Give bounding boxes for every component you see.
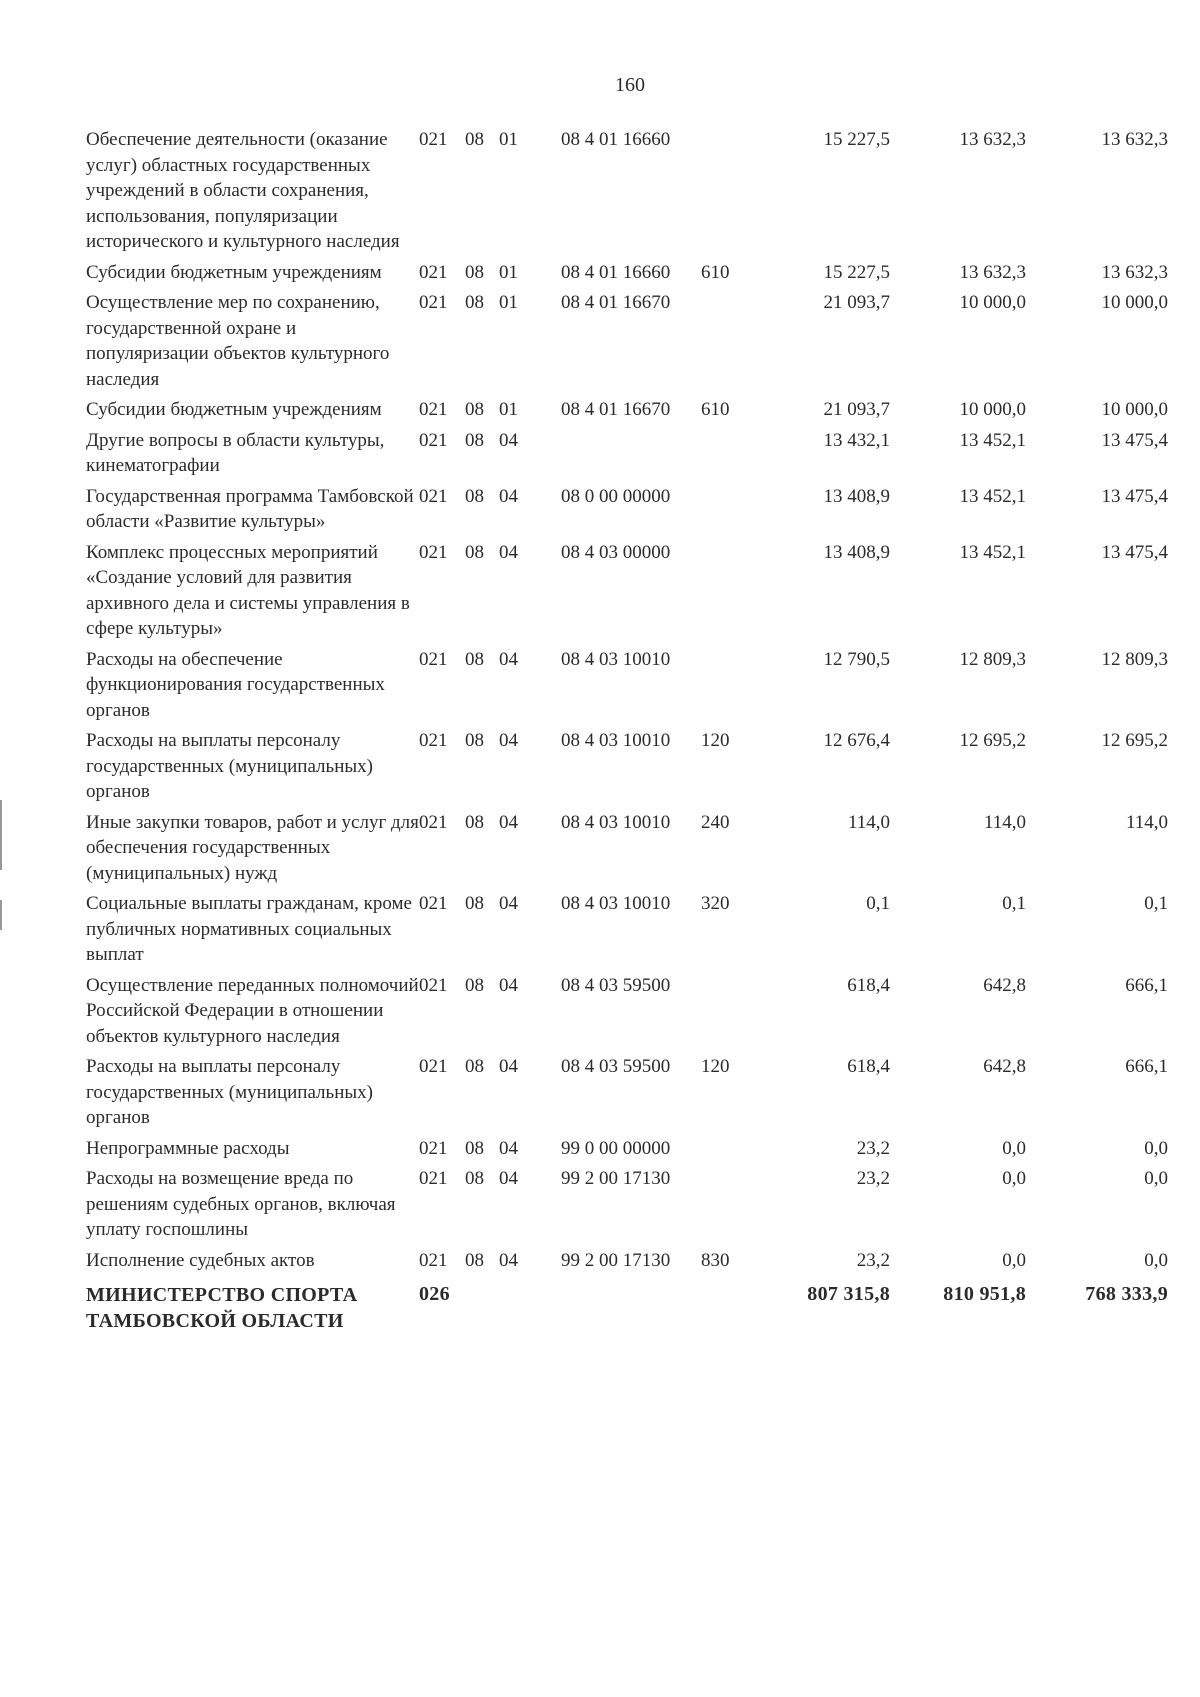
section-code: 08 [465, 730, 484, 751]
section-code: 08 [465, 893, 484, 914]
section-code: 08 [465, 399, 484, 420]
amount-year-3: 13 632,3 [1101, 261, 1168, 283]
amount-year-3: 0,1 [1144, 893, 1168, 914]
amount-year-2: 13 632,3 [959, 129, 1026, 150]
subsection-code: 04 [499, 648, 518, 670]
subsection-code: 04 [499, 485, 518, 507]
expense-type-code: 320 [701, 893, 730, 914]
ministry-code: 021 [419, 292, 448, 313]
section-code: 08 [465, 129, 484, 150]
ministry-code: 021 [419, 811, 448, 833]
amount-year-3: 0,0 [1144, 1168, 1168, 1189]
table-row [86, 484, 1168, 540]
total-year-2: 810 951,8 [943, 1283, 1026, 1305]
section-code: 08 [465, 1249, 484, 1271]
section-code: 08 [465, 1137, 484, 1159]
subsection-code: 01 [499, 399, 518, 420]
amount-year-2: 13 452,1 [959, 485, 1026, 507]
table-row [86, 397, 1168, 428]
amount-year-3: 10 000,0 [1101, 399, 1168, 420]
table-row [86, 290, 1168, 397]
scan-edge-mark [0, 800, 2, 870]
ministry-code: 021 [419, 893, 448, 914]
subsection-code: 04 [499, 1249, 518, 1271]
table-row [86, 1248, 1168, 1279]
section-code: 08 [465, 811, 484, 833]
target-article-code: 08 4 03 59500 [561, 974, 671, 996]
subsection-code: 04 [499, 1056, 518, 1077]
amount-year-1: 13 432,1 [823, 429, 890, 451]
amount-year-3: 666,1 [1125, 974, 1168, 996]
amount-year-1: 12 790,5 [823, 648, 890, 670]
table-row [86, 540, 1168, 647]
expense-type-code: 120 [701, 730, 730, 751]
amount-year-2: 0,1 [1002, 893, 1026, 914]
amount-year-3: 13 475,4 [1101, 485, 1168, 507]
page-number: 160 [615, 74, 645, 96]
ministry-code: 021 [419, 429, 448, 451]
subsection-code: 04 [499, 811, 518, 833]
scan-edge-mark [0, 900, 2, 930]
subsection-code: 01 [499, 261, 518, 283]
total-name: МИНИСТЕРСТВО СПОРТА ТАМБОВСКОЙ ОБЛАСТИ [86, 1284, 358, 1332]
amount-year-2: 12 809,3 [959, 648, 1026, 670]
row-name: Исполнение судебных актов [86, 1249, 315, 1271]
subsection-code: 04 [499, 1168, 518, 1189]
total-row [86, 1278, 1168, 1334]
amount-year-1: 12 676,4 [823, 730, 890, 751]
target-article-code: 99 2 00 17130 [561, 1168, 671, 1189]
section-code: 08 [465, 1056, 484, 1077]
budget-rows [86, 127, 1168, 1334]
target-article-code [561, 428, 701, 484]
total-ministry-code: 026 [419, 1283, 450, 1305]
amount-year-1: 0,1 [866, 893, 890, 914]
target-article-code: 08 4 01 16670 [561, 399, 671, 420]
amount-year-2: 10 000,0 [959, 399, 1026, 420]
table-row [86, 1166, 1168, 1248]
ministry-code: 021 [419, 648, 448, 670]
row-name: Субсидии бюджетным учреждениям [86, 261, 382, 283]
row-name: Комплекс процессных мероприятий «Создание условий для развития архивного дела и системы управления в сфере культуры» [86, 541, 410, 639]
expense-type-code [701, 1136, 751, 1167]
target-article-code: 08 4 03 10010 [561, 730, 671, 751]
row-name: Осуществление мер по сохранению, государственной охране и популяризации объектов культурного наследия [86, 292, 390, 390]
ministry-code: 021 [419, 1056, 448, 1077]
target-article-code: 08 4 03 10010 [561, 648, 671, 670]
section-code: 08 [465, 541, 484, 563]
table-row [86, 728, 1168, 810]
amount-year-3: 13 475,4 [1101, 541, 1168, 563]
target-article-code: 08 4 01 16660 [561, 129, 671, 150]
table-row [86, 1054, 1168, 1136]
amount-year-3: 13 475,4 [1101, 429, 1168, 451]
amount-year-3: 114,0 [1125, 811, 1168, 833]
target-article-code: 08 4 01 16660 [561, 261, 671, 283]
amount-year-3: 10 000,0 [1101, 292, 1168, 313]
target-article-code: 08 4 03 10010 [561, 893, 671, 914]
section-code: 08 [465, 261, 484, 283]
amount-year-2: 0,0 [1002, 1249, 1026, 1271]
section-code: 08 [465, 1168, 484, 1189]
table-row [86, 260, 1168, 291]
ministry-code: 021 [419, 541, 448, 563]
ministry-code: 021 [419, 1249, 448, 1271]
target-article-code: 08 0 00 00000 [561, 485, 671, 507]
target-article-code: 08 4 01 16670 [561, 292, 671, 313]
ministry-code: 021 [419, 399, 448, 420]
row-name: Другие вопросы в области культуры, кинематографии [86, 429, 385, 476]
ministry-code: 021 [419, 730, 448, 751]
amount-year-1: 23,2 [856, 1137, 890, 1159]
expense-type-code [701, 290, 751, 397]
table-row [86, 891, 1168, 973]
amount-year-1: 618,4 [847, 974, 890, 996]
row-name: Расходы на выплаты персоналу государственных (муниципальных) органов [86, 730, 373, 802]
target-article-code: 08 4 03 10010 [561, 811, 671, 833]
amount-year-1: 21 093,7 [823, 292, 890, 313]
row-name: Иные закупки товаров, работ и услуг для обеспечения государственных (муниципальных) нужд [86, 811, 419, 884]
subsection-code: 04 [499, 1137, 518, 1159]
expense-type-code [701, 647, 751, 729]
target-article-code: 08 4 03 59500 [561, 1056, 671, 1077]
subsection-code: 04 [499, 730, 518, 751]
expense-type-code [701, 484, 751, 540]
row-name: Расходы на возмещение вреда по решениям судебных органов, включая уплату госпошлины [86, 1168, 396, 1240]
ministry-code: 021 [419, 1168, 448, 1189]
target-article-code: 08 4 03 00000 [561, 541, 671, 563]
amount-year-3: 12 809,3 [1101, 648, 1168, 670]
ministry-code: 021 [419, 485, 448, 507]
amount-year-1: 618,4 [847, 1056, 890, 1077]
amount-year-1: 15 227,5 [823, 261, 890, 283]
amount-year-2: 642,8 [983, 974, 1026, 996]
target-article-code: 99 2 00 17130 [561, 1249, 671, 1271]
subsection-code: 04 [499, 974, 518, 996]
total-year-3: 768 333,9 [1085, 1283, 1168, 1305]
ministry-code: 021 [419, 974, 448, 996]
expense-type-code: 610 [701, 261, 730, 283]
amount-year-2: 13 452,1 [959, 541, 1026, 563]
amount-year-1: 15 227,5 [823, 129, 890, 150]
expense-type-code [701, 1166, 751, 1248]
row-name: Расходы на обеспечение функционирования государственных органов [86, 648, 385, 721]
amount-year-3: 12 695,2 [1101, 730, 1168, 751]
expense-type-code [701, 973, 751, 1055]
table-row [86, 810, 1168, 892]
expense-type-code: 610 [701, 399, 730, 420]
row-name: Непрограммные расходы [86, 1137, 290, 1159]
row-name: Осуществление переданных полномочий Российской Федерации в отношении объектов культурного наследия [86, 974, 419, 1047]
subsection-code: 04 [499, 893, 518, 914]
expense-type-code: 240 [701, 811, 730, 833]
table-row [86, 428, 1168, 484]
subsection-code: 04 [499, 541, 518, 563]
target-article-code: 99 0 00 00000 [561, 1137, 671, 1159]
row-name: Государственная программа Тамбовской области «Развитие культуры» [86, 485, 414, 532]
amount-year-3: 0,0 [1144, 1137, 1168, 1159]
amount-year-1: 23,2 [856, 1249, 890, 1271]
amount-year-1: 13 408,9 [823, 541, 890, 563]
amount-year-2: 13 632,3 [959, 261, 1026, 283]
section-code: 08 [465, 292, 484, 313]
total-year-1: 807 315,8 [807, 1283, 890, 1305]
amount-year-1: 13 408,9 [823, 485, 890, 507]
row-name: Социальные выплаты гражданам, кроме публичных нормативных социальных выплат [86, 893, 412, 965]
subsection-code: 04 [499, 429, 518, 451]
table-row [86, 1136, 1168, 1167]
expense-type-code: 830 [701, 1249, 730, 1271]
section-code: 08 [465, 429, 484, 451]
section-code: 08 [465, 485, 484, 507]
subsection-code: 01 [499, 292, 518, 313]
ministry-code: 021 [419, 129, 448, 150]
amount-year-3: 0,0 [1144, 1249, 1168, 1271]
amount-year-3: 666,1 [1125, 1056, 1168, 1077]
expense-type-code [701, 127, 751, 260]
expense-type-code [701, 428, 751, 484]
amount-year-1: 21 093,7 [823, 399, 890, 420]
budget-table [86, 127, 1168, 1334]
expense-type-code [701, 540, 751, 647]
row-name: Расходы на выплаты персоналу государственных (муниципальных) органов [86, 1056, 373, 1128]
row-name: Обеспечение деятельности (оказание услуг) областных государственных учреждений в области сохранения, использования, популяризации исторического и культурного наследия [86, 129, 400, 252]
amount-year-2: 0,0 [1002, 1168, 1026, 1189]
amount-year-3: 13 632,3 [1101, 129, 1168, 150]
section-code: 08 [465, 648, 484, 670]
amount-year-2: 13 452,1 [959, 429, 1026, 451]
amount-year-2: 114,0 [983, 811, 1026, 833]
table-row [86, 647, 1168, 729]
expense-type-code: 120 [701, 1056, 730, 1077]
ministry-code: 021 [419, 1137, 448, 1159]
row-name: Субсидии бюджетным учреждениям [86, 399, 382, 420]
amount-year-2: 12 695,2 [959, 730, 1026, 751]
amount-year-2: 10 000,0 [959, 292, 1026, 313]
ministry-code: 021 [419, 261, 448, 283]
table-row [86, 127, 1168, 260]
table-row [86, 973, 1168, 1055]
section-code: 08 [465, 974, 484, 996]
subsection-code: 01 [499, 129, 518, 150]
amount-year-1: 114,0 [847, 811, 890, 833]
amount-year-2: 0,0 [1002, 1137, 1026, 1159]
amount-year-1: 23,2 [856, 1168, 890, 1189]
amount-year-2: 642,8 [983, 1056, 1026, 1077]
